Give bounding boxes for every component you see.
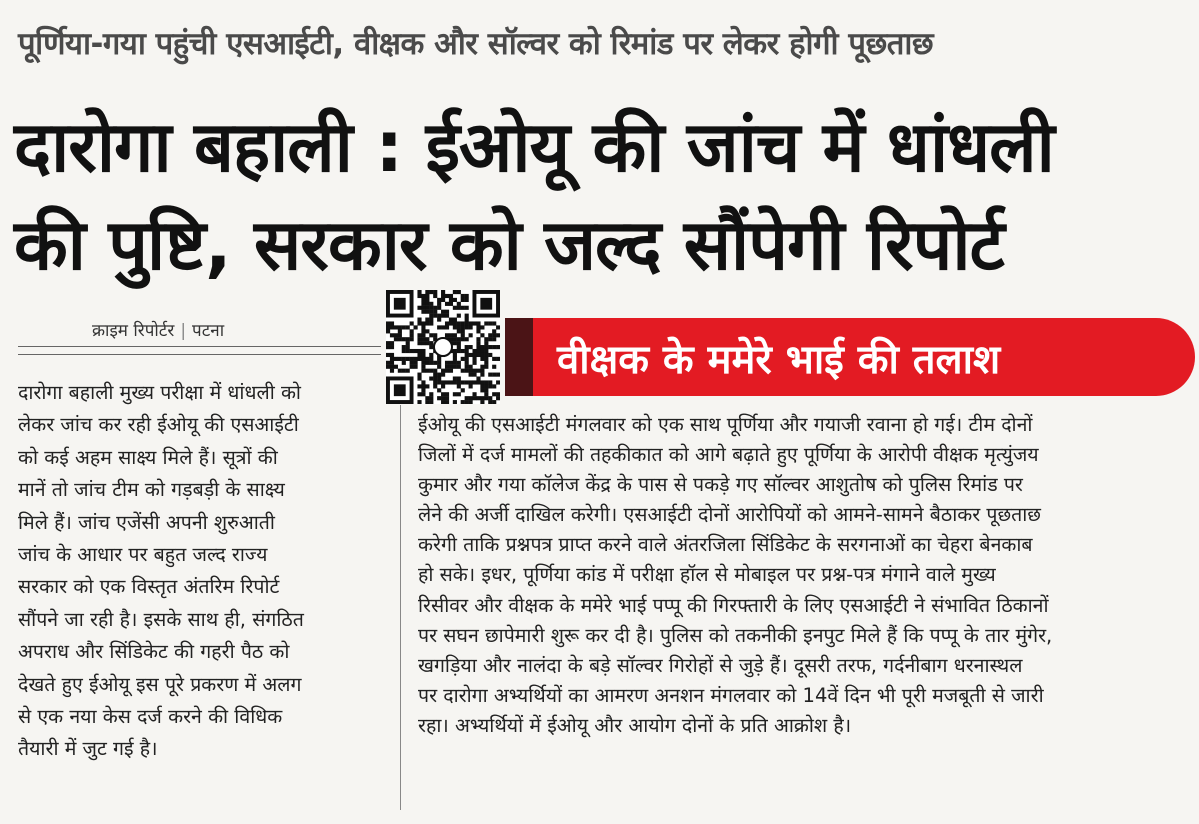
column-line: दारोगा बहाली मुख्य परीक्षा में धांधली को: [18, 381, 301, 404]
byline-separator: |: [180, 321, 187, 341]
byline-rule-top: [18, 346, 381, 347]
column-line: ईओयू की एसआईटी मंगलवार को एक साथ पूर्णिया और गयाजी रवाना हो गई। टीम दोनों: [418, 413, 1033, 436]
column-line: देखते हुए ईओयू इस पूरे प्रकरण में अलग: [18, 672, 302, 696]
column-line: पर दारोगा अभ्यर्थियों का आमरण अनशन मंगलवार को 14वें दिन भी पूरी मजबूती से जारी: [418, 683, 1044, 707]
banner-accent: [505, 318, 533, 396]
headline-line-1: दारोगा बहाली : ईओयू की जांच में धांधली: [14, 106, 1054, 188]
column-line: लेकर जांच कर रही ईओयू की एसआईटी: [18, 413, 299, 437]
subheading-banner: [505, 318, 1195, 396]
qr-code[interactable]: [386, 290, 500, 404]
headline-line-2: की पुष्टि, सरकार को जल्द सौंपेगी रिपोर्ट: [14, 204, 1004, 286]
column-line: सौंपने जा रही है। इसके साथ ही, संगठित: [18, 607, 304, 631]
column-line: सरकार को एक विस्तृत अंतरिम रिपोर्ट: [18, 575, 280, 599]
column-line: अपराध और सिंडिकेट की गहरी पैठ को: [18, 640, 290, 664]
column-line: से एक नया केस दर्ज करने की विधिक: [18, 705, 283, 729]
column-line: तैयारी में जुट गई है।: [18, 737, 158, 761]
column-line: जिलों में दर्ज मामलों की तहकीकात को आगे बढ़ाते हुए पूर्णिया के आरोपी वीक्षक मृत्युंजय: [418, 443, 1039, 467]
column-line: कुमार और गया कॉलेज केंद्र के पास से पकड़े गए सॉल्वर आशुतोष को पुलिस रिमांड पर: [418, 473, 1023, 497]
kicker-headline: पूर्णिया-गया पहुंची एसआईटी, वीक्षक और सॉल्वर को रिमांड पर लेकर होगी पूछताछ: [18, 26, 934, 62]
column-line: पर सघन छापेमारी शुरू कर दी है। पुलिस को तकनीकी इनपुट मिले हैं कि पप्पू के तार मुंगेर,: [418, 623, 1053, 647]
column-line: मानें तो जांच टीम को गड़बड़ी के साक्ष्य: [18, 478, 285, 502]
subheading-text: वीक्षक के ममेरे भाई की तलाश: [557, 337, 1001, 383]
article-column-1: [18, 377, 380, 766]
column-divider: [400, 405, 401, 810]
column-line: मिले हैं। जांच एजेंसी अपनी शुरुआती: [18, 510, 275, 534]
column-line: रिसीवर और वीक्षक के ममेरे भाई पप्पू की गिरफ्तारी के लिए एसआईटी ने संभावित ठिकानों: [418, 593, 1049, 617]
column-line: करेगी ताकि प्रश्नपत्र प्राप्त करने वाले अंतरजिला सिंडिकेट के सरगनाओं का चेहरा बेनकाब: [418, 533, 1033, 557]
column-line: जांच के आधार पर बहुत जल्द राज्य: [18, 543, 268, 567]
byline-author: क्राइम रिपोर्टर: [92, 321, 175, 341]
column-line: खगड़िया और नालंदा के बड़े सॉल्वर गिरोहों से जुड़े हैं। दूसरी तरफ, गर्दनीबाग धरनास्थल: [418, 653, 1023, 677]
byline-rule-bottom: [18, 354, 381, 355]
byline-place: पटना: [192, 321, 225, 341]
column-line: लेने की अर्जी दाखिल करेगी। एसआईटी दोनों आरोपियों को आमने-सामने बैठाकर पूछताछ: [418, 503, 1041, 527]
column-line: हो सके। इधर, पूर्णिया कांड में परीक्षा हॉल से मोबाइल पर प्रश्न-पत्र मंगाने वाले मुख्य: [418, 563, 996, 587]
byline: [92, 318, 224, 341]
article-column-2: [418, 410, 1196, 741]
qr-code-graphic: [386, 290, 500, 404]
main-headline: [14, 98, 1194, 294]
column-line: को कई अहम साक्ष्य मिले हैं। सूत्रों की: [18, 445, 278, 469]
column-line: रहा। अभ्यर्थियों में ईओयू और आयोग दोनों के प्रति आक्रोश है।: [418, 713, 852, 737]
